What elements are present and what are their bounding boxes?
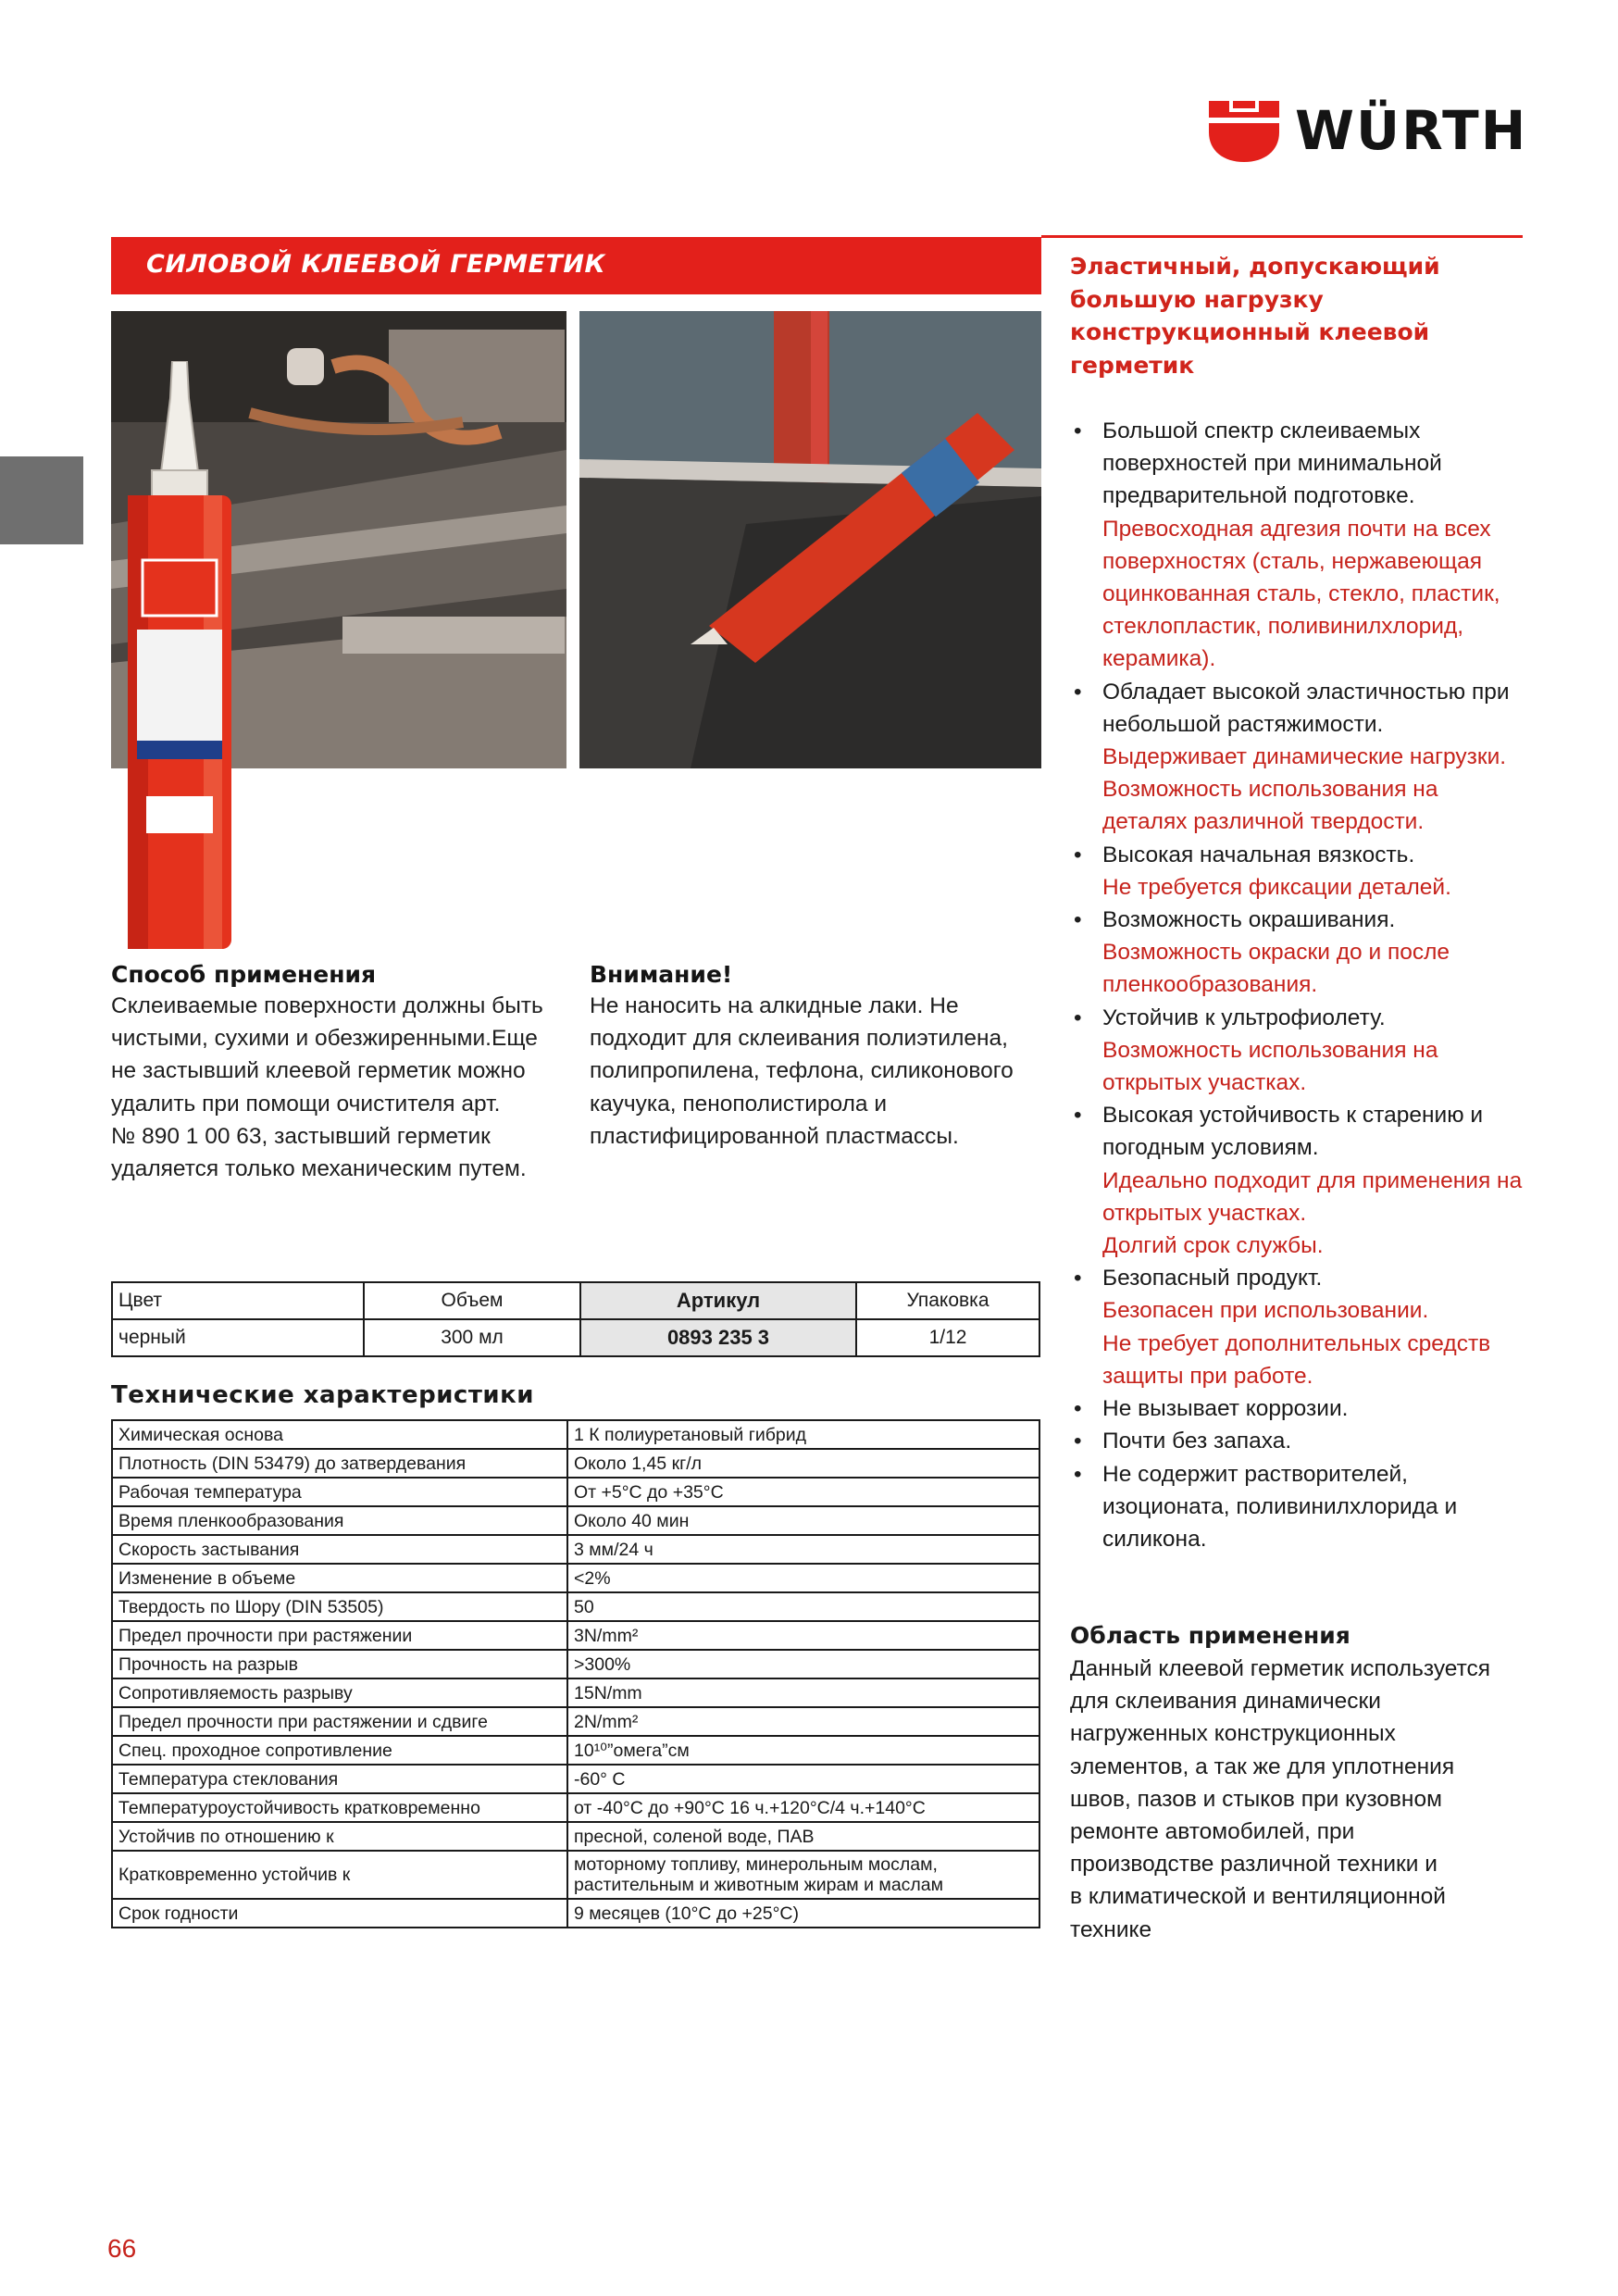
feature-item — [1070, 676, 1524, 839]
tech-value: 10¹⁰”омега”см — [567, 1736, 1039, 1765]
cell-volume: 300 мл — [364, 1319, 580, 1356]
feature-benefit: Безопасен при использовании. — [1102, 1298, 1429, 1324]
feature-item — [1070, 1099, 1524, 1262]
feature-text: Обладает высокой эластичностью при небольшой растяжимости. — [1102, 679, 1510, 737]
attention-heading: Внимание! — [590, 961, 733, 988]
title-rule — [1041, 235, 1523, 238]
tech-row — [112, 1506, 1039, 1535]
side-tab-marker — [0, 456, 83, 544]
tech-row — [112, 1899, 1039, 1928]
feature-benefit: Превосходная адгезия почти на всех поверхностях (сталь, нержавеющая оцинкованная сталь, стекло, пластик, стеклопластик, поливинилхлорид, керамика). — [1102, 516, 1500, 672]
tech-value: 3N/mm² — [567, 1621, 1039, 1650]
tech-row — [112, 1564, 1039, 1592]
tech-value: 9 месяцев (10°С до +25°С) — [567, 1899, 1039, 1928]
right-heading-line: конструкционный клеевой — [1070, 318, 1430, 345]
feature-item — [1070, 1392, 1524, 1425]
feature-text: Большой спектр склеиваемых поверхностей при минимальной предварительной подготовке. — [1102, 418, 1442, 509]
product-table — [111, 1281, 1040, 1357]
tech-key: Скорость застывания — [112, 1535, 567, 1564]
tech-key: Плотность (DIN 53479) до затвердевания — [112, 1449, 567, 1478]
area-line: швов, пазов и стыков при кузовном — [1070, 1786, 1442, 1812]
tech-value: 1 К полиуретановый гибрид — [567, 1420, 1039, 1449]
header-package: Упаковка — [856, 1282, 1039, 1319]
area-line: в климатической и вентиляционной — [1070, 1884, 1446, 1910]
tech-key: Кратковременно устойчив к — [112, 1851, 567, 1899]
product-table-row — [112, 1319, 1039, 1356]
tech-heading: Технические характеристики — [111, 1381, 534, 1409]
tech-value — [567, 1851, 1039, 1899]
header-article: Артикул — [580, 1282, 856, 1319]
application-line: № 890 1 00 63, застывший герметик — [111, 1123, 491, 1149]
tech-key: Спец. проходное сопротивление — [112, 1736, 567, 1765]
tech-row — [112, 1707, 1039, 1736]
feature-item — [1070, 1425, 1524, 1457]
tech-row — [112, 1535, 1039, 1564]
attention-line: полипропилена, тефлона, силиконового — [590, 1058, 1014, 1084]
tech-value: -60° С — [567, 1765, 1039, 1793]
feature-benefit: Не требует дополнительных средств защиты при работе. — [1102, 1330, 1491, 1389]
attention-line: каучука, пенополистирола и — [590, 1091, 888, 1117]
application-line: удаляется только механическим путем. — [111, 1156, 527, 1182]
feature-text: Устойчив к ультрофиолету. — [1102, 1004, 1386, 1030]
page-number: 66 — [107, 2234, 137, 2263]
photo-application-right — [579, 311, 1041, 768]
tech-key: Предел прочности при растяжении — [112, 1621, 567, 1650]
cell-color: черный — [112, 1319, 364, 1356]
tech-row — [112, 1449, 1039, 1478]
tech-key: Химическая основа — [112, 1420, 567, 1449]
application-line: удалить при помощи очистителя арт. — [111, 1091, 501, 1117]
title-bar — [111, 237, 1041, 294]
tech-value: От +5°С до +35°С — [567, 1478, 1039, 1506]
tech-key: Температура стеклования — [112, 1765, 567, 1793]
tech-value: пресной, соленой воде, ПАВ — [567, 1822, 1039, 1851]
area-line: нагруженных конструкционных — [1070, 1721, 1396, 1747]
attention-line: подходит для склеивания полиэтилена, — [590, 1026, 1008, 1052]
tech-row — [112, 1678, 1039, 1707]
tech-key: Изменение в объеме — [112, 1564, 567, 1592]
feature-item — [1070, 1458, 1524, 1556]
tech-key: Прочность на разрыв — [112, 1650, 567, 1678]
attention-text — [590, 990, 1052, 1153]
tech-value-line: моторному топливу, минерольным мослам, — [574, 1854, 938, 1875]
tech-row — [112, 1765, 1039, 1793]
tech-key: Твердость по Шору (DIN 53505) — [112, 1592, 567, 1621]
attention-line: Не наносить на алкидные лаки. Не — [590, 993, 959, 1018]
area-line: элементов, а так же для уплотнения — [1070, 1753, 1455, 1779]
feature-text: Высокая устойчивость к старению и погодным условиям. — [1102, 1103, 1484, 1161]
area-line: для склеивания динамически — [1070, 1689, 1381, 1715]
application-line: Склеиваемые поверхности должны быть — [111, 993, 543, 1018]
area-text — [1070, 1653, 1524, 1946]
cell-package: 1/12 — [856, 1319, 1039, 1356]
tech-table — [111, 1419, 1040, 1928]
tech-value: <2% — [567, 1564, 1039, 1592]
header-volume: Объем — [364, 1282, 580, 1319]
tech-row — [112, 1592, 1039, 1621]
tech-row — [112, 1621, 1039, 1650]
feature-text: Безопасный продукт. — [1102, 1266, 1323, 1292]
tech-row — [112, 1650, 1039, 1678]
tech-value: Около 40 мин — [567, 1506, 1039, 1535]
tech-value: 50 — [567, 1592, 1039, 1621]
tech-key: Устойчив по отношению к — [112, 1822, 567, 1851]
application-line: не застывший клеевой герметик можно — [111, 1058, 526, 1084]
tech-value-line: растительным и животным жирам и маслам — [574, 1875, 944, 1895]
cell-article: 0893 235 3 — [580, 1319, 856, 1356]
sealant-cartridge-image — [124, 361, 235, 954]
tech-row — [112, 1851, 1039, 1899]
right-heading-line: герметик — [1070, 351, 1195, 379]
product-table-header — [112, 1282, 1039, 1319]
wurth-logo-mark-icon — [1205, 97, 1283, 164]
feature-benefit: Идеально подходит для применения на открытых участках. — [1102, 1167, 1523, 1226]
feature-text: Возможность окрашивания. — [1102, 907, 1396, 933]
brand-name: WÜRTH — [1295, 99, 1528, 162]
area-heading: Область применения — [1070, 1622, 1350, 1649]
feature-benefit: Выдерживает динамические нагрузки. — [1102, 744, 1507, 770]
feature-item — [1070, 1262, 1524, 1392]
application-text — [111, 990, 574, 1185]
feature-text: Не содержит растворителей, изоционата, поливинилхлорида и силикона. — [1102, 1461, 1458, 1552]
right-heading-line: большую нагрузку — [1070, 285, 1324, 313]
application-heading: Способ применения — [111, 961, 377, 988]
feature-benefit: Возможность окраски до и после пленкообразования. — [1102, 940, 1450, 998]
feature-item — [1070, 1002, 1524, 1100]
tech-value: Около 1,45 кг/л — [567, 1449, 1039, 1478]
tech-value: 15N/mm — [567, 1678, 1039, 1707]
feature-text: Почти без запаха. — [1102, 1429, 1292, 1454]
feature-benefit: Не требуется фиксации деталей. — [1102, 874, 1451, 900]
tech-value: >300% — [567, 1650, 1039, 1678]
feature-text: Не вызывает коррозии. — [1102, 1396, 1349, 1422]
area-line: производстве различной техники и — [1070, 1852, 1438, 1878]
feature-text: Высокая начальная вязкость. — [1102, 842, 1415, 867]
area-line: технике — [1070, 1916, 1152, 1942]
header-color: Цвет — [112, 1282, 364, 1319]
page-title: СИЛОВОЙ КЛЕЕВОЙ ГЕРМЕТИК — [146, 250, 606, 279]
attention-line: пластифицированной пластмассы. — [590, 1123, 959, 1149]
feature-benefit: Возможность использования на открытых участках. — [1102, 1037, 1438, 1096]
feature-benefit: Возможность использования на деталях различной твердости. — [1102, 777, 1438, 835]
tech-key: Срок годности — [112, 1899, 567, 1928]
feature-list — [1070, 415, 1524, 1555]
tech-row — [112, 1793, 1039, 1822]
tech-key: Рабочая температура — [112, 1478, 567, 1506]
feature-item — [1070, 415, 1524, 676]
feature-benefit: Долгий срок службы. — [1102, 1233, 1324, 1259]
tech-key: Предел прочности при растяжении и сдвиге — [112, 1707, 567, 1736]
tech-value: 2N/mm² — [567, 1707, 1039, 1736]
feature-item — [1070, 839, 1524, 904]
tech-key: Температуроустойчивость кратковременно — [112, 1793, 567, 1822]
tech-row — [112, 1736, 1039, 1765]
tech-key: Сопротивляемость разрыву — [112, 1678, 567, 1707]
right-heading — [1070, 250, 1505, 381]
application-line: чистыми, сухими и обезжиренными.Еще — [111, 1026, 538, 1052]
area-line: Данный клеевой герметик используется — [1070, 1656, 1491, 1681]
area-line: ремонте автомобилей, при — [1070, 1819, 1355, 1845]
feature-item — [1070, 904, 1524, 1002]
tech-key: Время пленкообразования — [112, 1506, 567, 1535]
tech-row — [112, 1420, 1039, 1449]
wurth-logo — [1205, 97, 1528, 164]
tech-value: 3 мм/24 ч — [567, 1535, 1039, 1564]
tech-value: от -40°С до +90°С 16 ч.+120°С/4 ч.+140°С — [567, 1793, 1039, 1822]
tech-row — [112, 1478, 1039, 1506]
right-heading-line: Эластичный, допускающий — [1070, 253, 1440, 280]
tech-row — [112, 1822, 1039, 1851]
